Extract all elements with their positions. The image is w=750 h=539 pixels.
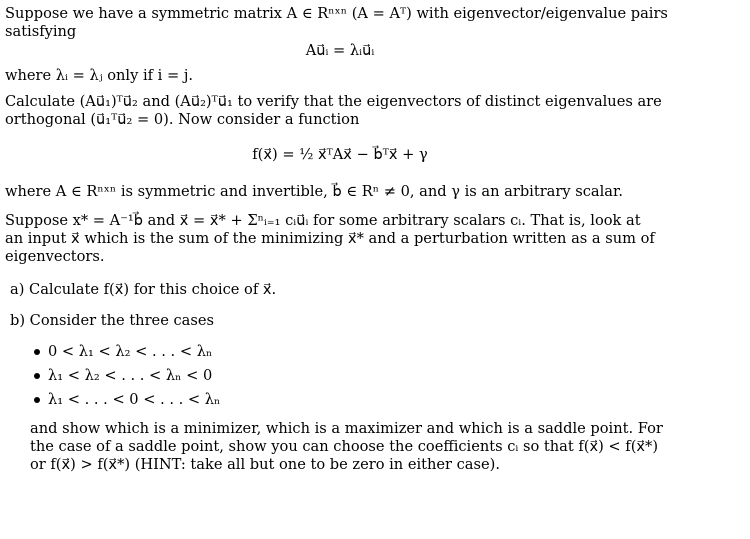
part-a: a) Calculate f(x⃗) for this choice of x⃗. <box>10 281 277 298</box>
case-item: λ₁ < . . . < 0 < . . . < λₙ <box>48 391 221 408</box>
distinct-eigenvalues-condition: where λᵢ = λⱼ only if i = j. <box>5 67 193 84</box>
suppose-paragraph <box>5 212 679 266</box>
show-line-1: and show which is a minimizer, which is a maximizer and which is a saddle point. For <box>30 420 663 437</box>
show-line-3: or f(x⃗) > f(x⃗*) (HINT: take all but one to be zero in either case). <box>30 456 500 473</box>
calc-line-2: orthogonal (u⃗₁ᵀu⃗₂ = 0). Now consider a function <box>5 111 360 128</box>
eigen-equation: Au⃗ᵢ = λᵢu⃗ᵢ <box>305 42 375 59</box>
suppose-line-2: an input x⃗ which is the sum of the minimizing x⃗* and a perturbation written as a sum of <box>5 230 655 247</box>
show-line-2: the case of a saddle point, show you can choose the coefficients cᵢ so that f(x⃗) < f(x⃗*) <box>30 438 659 455</box>
function-definition: f(x⃗) = ½ x⃗ᵀAx⃗ − b⃗ᵀx⃗ + γ <box>252 146 428 163</box>
case-item: λ₁ < λ₂ < . . . < λₙ < 0 <box>48 367 213 384</box>
intro-line-1: Suppose we have a symmetric matrix A ∈ Rⁿˣⁿ (A = Aᵀ) with eigenvector/eigenvalue pairs <box>5 5 668 22</box>
intro-line-2: satisfying <box>5 23 77 40</box>
calc-line-1: Calculate (Au⃗₁)ᵀu⃗₂ and (Au⃗₂)ᵀu⃗₁ to verify that the eigenvectors of distinct eigenvalues are <box>5 93 662 110</box>
assumptions-paragraph: where A ∈ Rⁿˣⁿ is symmetric and invertible, b⃗ ∈ Rⁿ ≠ 0, and γ is an arbitrary scalar. <box>5 183 623 200</box>
suppose-line-1: Suppose x* = A⁻¹b⃗ and x⃗ = x⃗* + Σⁿᵢ₌₁ cᵢu⃗ᵢ for some arbitrary scalars cᵢ. That is, look at <box>5 212 641 229</box>
suppose-line-3: eigenvectors. <box>5 248 105 265</box>
case-item: 0 < λ₁ < λ₂ < . . . < λₙ <box>48 343 213 360</box>
calculate-paragraph <box>5 93 679 129</box>
intro-paragraph <box>5 5 679 41</box>
show-paragraph <box>30 420 680 474</box>
part-b: b) Consider the three cases <box>10 312 214 329</box>
